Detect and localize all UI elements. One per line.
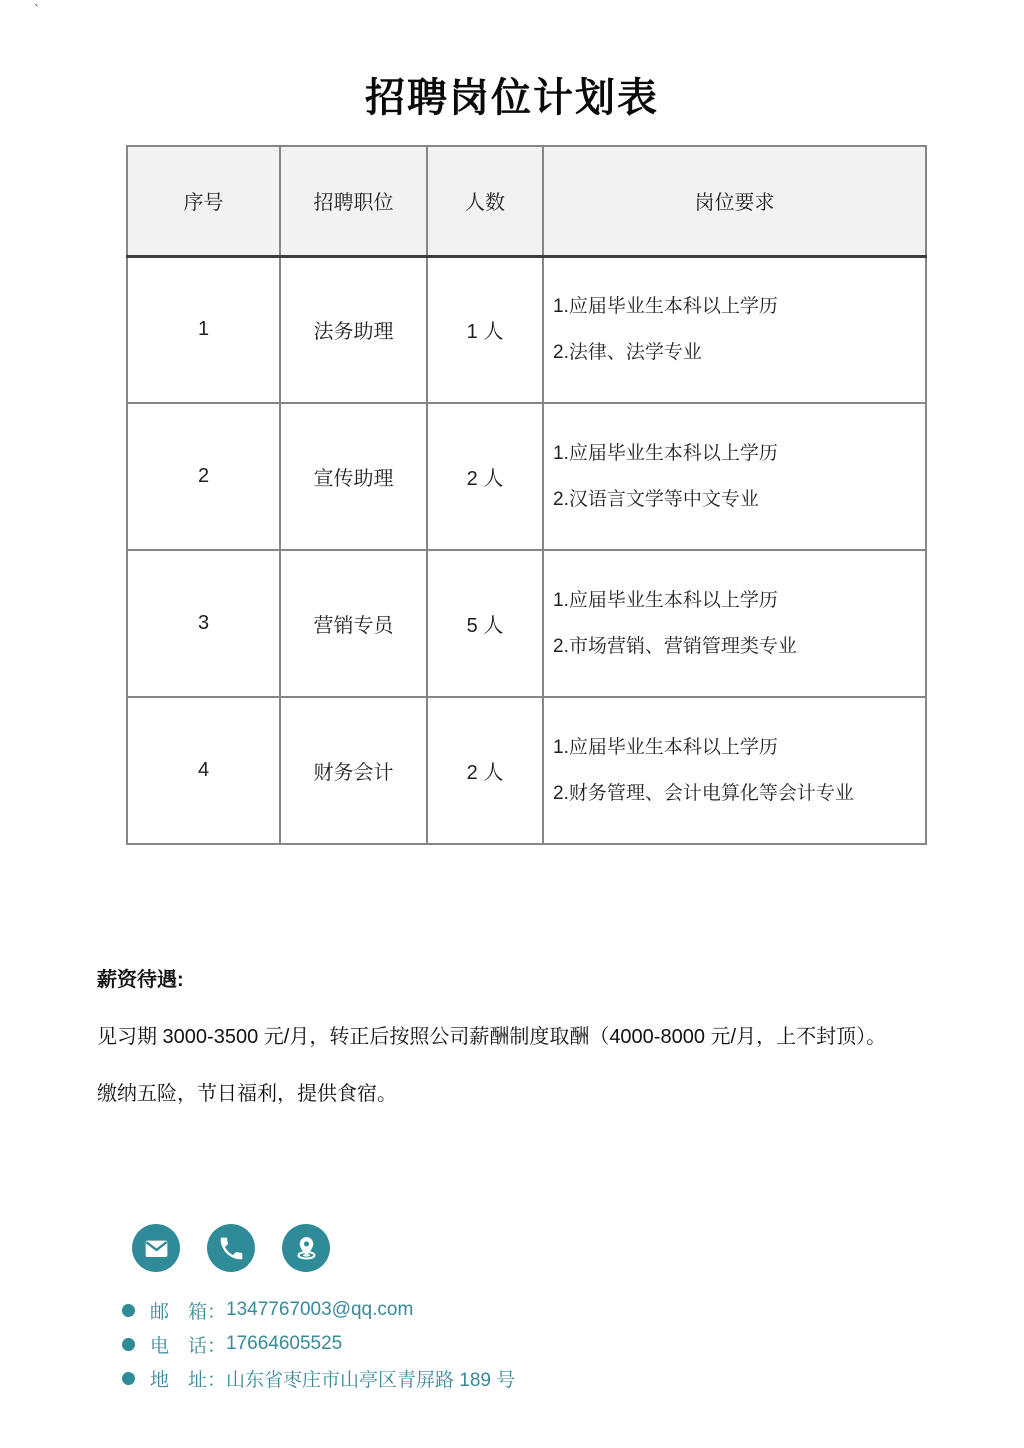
contact-phone-value: 17664605525: [226, 1333, 343, 1354]
page-title: 招聘岗位计划表: [365, 76, 659, 120]
cell-position: 财务会计: [280, 697, 427, 844]
cell-no: 4: [127, 697, 280, 844]
salary-line-1: 见习期 3000-3500 元/月，转正后按照公司薪酬制度取酬（4000-8000 元/月，上不封顶）。: [97, 1026, 887, 1048]
location-icon: [282, 1224, 330, 1272]
contact-label: 电 话：: [150, 1335, 227, 1357]
table-row: [127, 256, 926, 403]
stray-mark: `: [34, 2, 39, 19]
header-cell-count: 人数: [427, 146, 543, 256]
table-row: [127, 550, 926, 697]
bullet-icon: [122, 1304, 135, 1317]
contact-list: [122, 1293, 515, 1395]
contact-label: 地 址：: [150, 1369, 227, 1391]
cell-requirements: [543, 550, 926, 697]
cell-no: 2: [127, 403, 280, 550]
header-cell-no: 序号: [127, 146, 280, 256]
cell-position: 营销专员: [280, 550, 427, 697]
cell-position: 法务助理: [280, 256, 427, 403]
requirement-line: 2.市场营销、营销管理类专业: [553, 635, 797, 657]
contact-label: 邮 箱：: [150, 1301, 227, 1323]
table-row: [127, 403, 926, 550]
cell-count: 2 人: [427, 403, 543, 550]
cell-requirements: [543, 697, 926, 844]
requirement-line: 1.应届毕业生本科以上学历: [553, 736, 778, 758]
cell-count: 2 人: [427, 697, 543, 844]
email-icon: [132, 1224, 180, 1272]
contact-address-value: 山东省枣庄市山亭区青屏路 189 号: [226, 1369, 516, 1391]
header-cell-position: 招聘职位: [280, 146, 427, 256]
cell-requirements: [543, 403, 926, 550]
salary-section: [97, 968, 977, 1139]
cell-position: 宣传助理: [280, 403, 427, 550]
requirement-lines: [553, 295, 919, 365]
cell-no: 3: [127, 550, 280, 697]
contact-item-address: [122, 1361, 515, 1395]
contact-item-email: [122, 1293, 515, 1327]
requirement-line: 2.财务管理、会计电算化等会计专业: [553, 782, 854, 804]
requirement-line: 2.法律、法学专业: [553, 341, 702, 363]
table-row: [127, 697, 926, 844]
cell-count: 5 人: [427, 550, 543, 697]
recruitment-plan-table: [126, 145, 927, 845]
contact-email-value: 1347767003@qq.com: [226, 1299, 414, 1320]
cell-count: 1 人: [427, 256, 543, 403]
phone-icon: [207, 1224, 255, 1272]
requirement-lines: [553, 736, 919, 806]
requirement-line: 2.汉语言文学等中文专业: [553, 488, 759, 510]
requirement-line: 1.应届毕业生本科以上学历: [553, 589, 778, 611]
requirement-line: 1.应届毕业生本科以上学历: [553, 295, 778, 317]
bullet-icon: [122, 1338, 135, 1351]
requirement-line: 1.应届毕业生本科以上学历: [553, 442, 778, 464]
requirement-lines: [553, 589, 919, 659]
header-cell-requirements: 岗位要求: [543, 146, 926, 256]
bullet-icon: [122, 1372, 135, 1385]
cell-no: 1: [127, 256, 280, 403]
contact-item-phone: [122, 1327, 515, 1361]
cell-requirements: [543, 256, 926, 403]
salary-line-2: 缴纳五险，节日福利，提供食宿。: [97, 1083, 397, 1105]
contact-section: [122, 1224, 515, 1395]
requirement-lines: [553, 442, 919, 512]
salary-heading: 薪资待遇:: [97, 969, 184, 991]
contact-icon-row: [132, 1224, 515, 1272]
table-header-row: [127, 146, 926, 256]
